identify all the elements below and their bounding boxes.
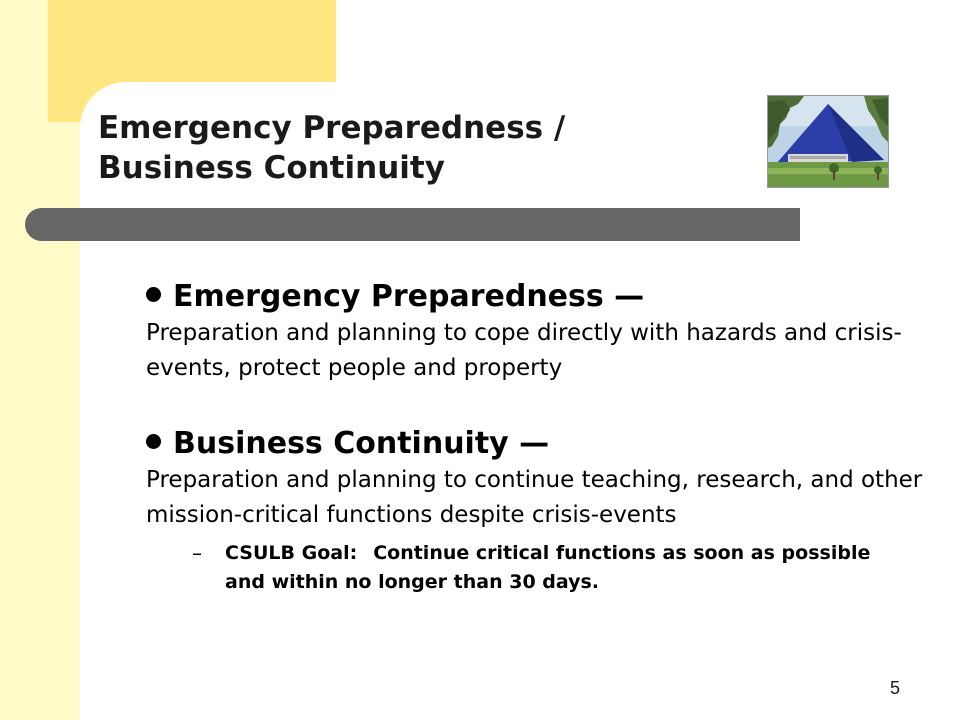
goal-text: Continue critical functions as soon as possible and within no longer than 30 days. — [225, 542, 871, 593]
bullet-dot-icon — [146, 434, 161, 449]
title-underline-bar — [25, 208, 800, 241]
slide-title — [98, 108, 738, 188]
slide-title-line-1: Emergency Preparedness / — [98, 110, 566, 146]
bullet-description: Preparation and planning to continue teaching, research, and other mission-critical functions despite crisis-events — [146, 467, 923, 528]
campus-pyramid-photo — [767, 95, 889, 188]
bullet-dot-icon — [146, 287, 161, 302]
bullet-business-continuity — [146, 423, 926, 533]
page-number: 5 — [889, 678, 900, 698]
pyramid-photo-icon — [768, 96, 888, 187]
dash-icon: – — [192, 541, 202, 565]
bullet-description: Preparation and planning to cope directly with hazards and crisis-events, protect people and property — [146, 320, 902, 381]
bullet-heading: Emergency Preparedness — — [173, 279, 645, 314]
bullet-heading: Business Continuity — — [173, 426, 550, 461]
goal-label: CSULB Goal: — [225, 542, 358, 564]
bullet-emergency-preparedness — [146, 276, 926, 386]
sub-bullet-csulb-goal — [192, 539, 912, 597]
slide-title-line-2: Business Continuity — [98, 150, 445, 186]
